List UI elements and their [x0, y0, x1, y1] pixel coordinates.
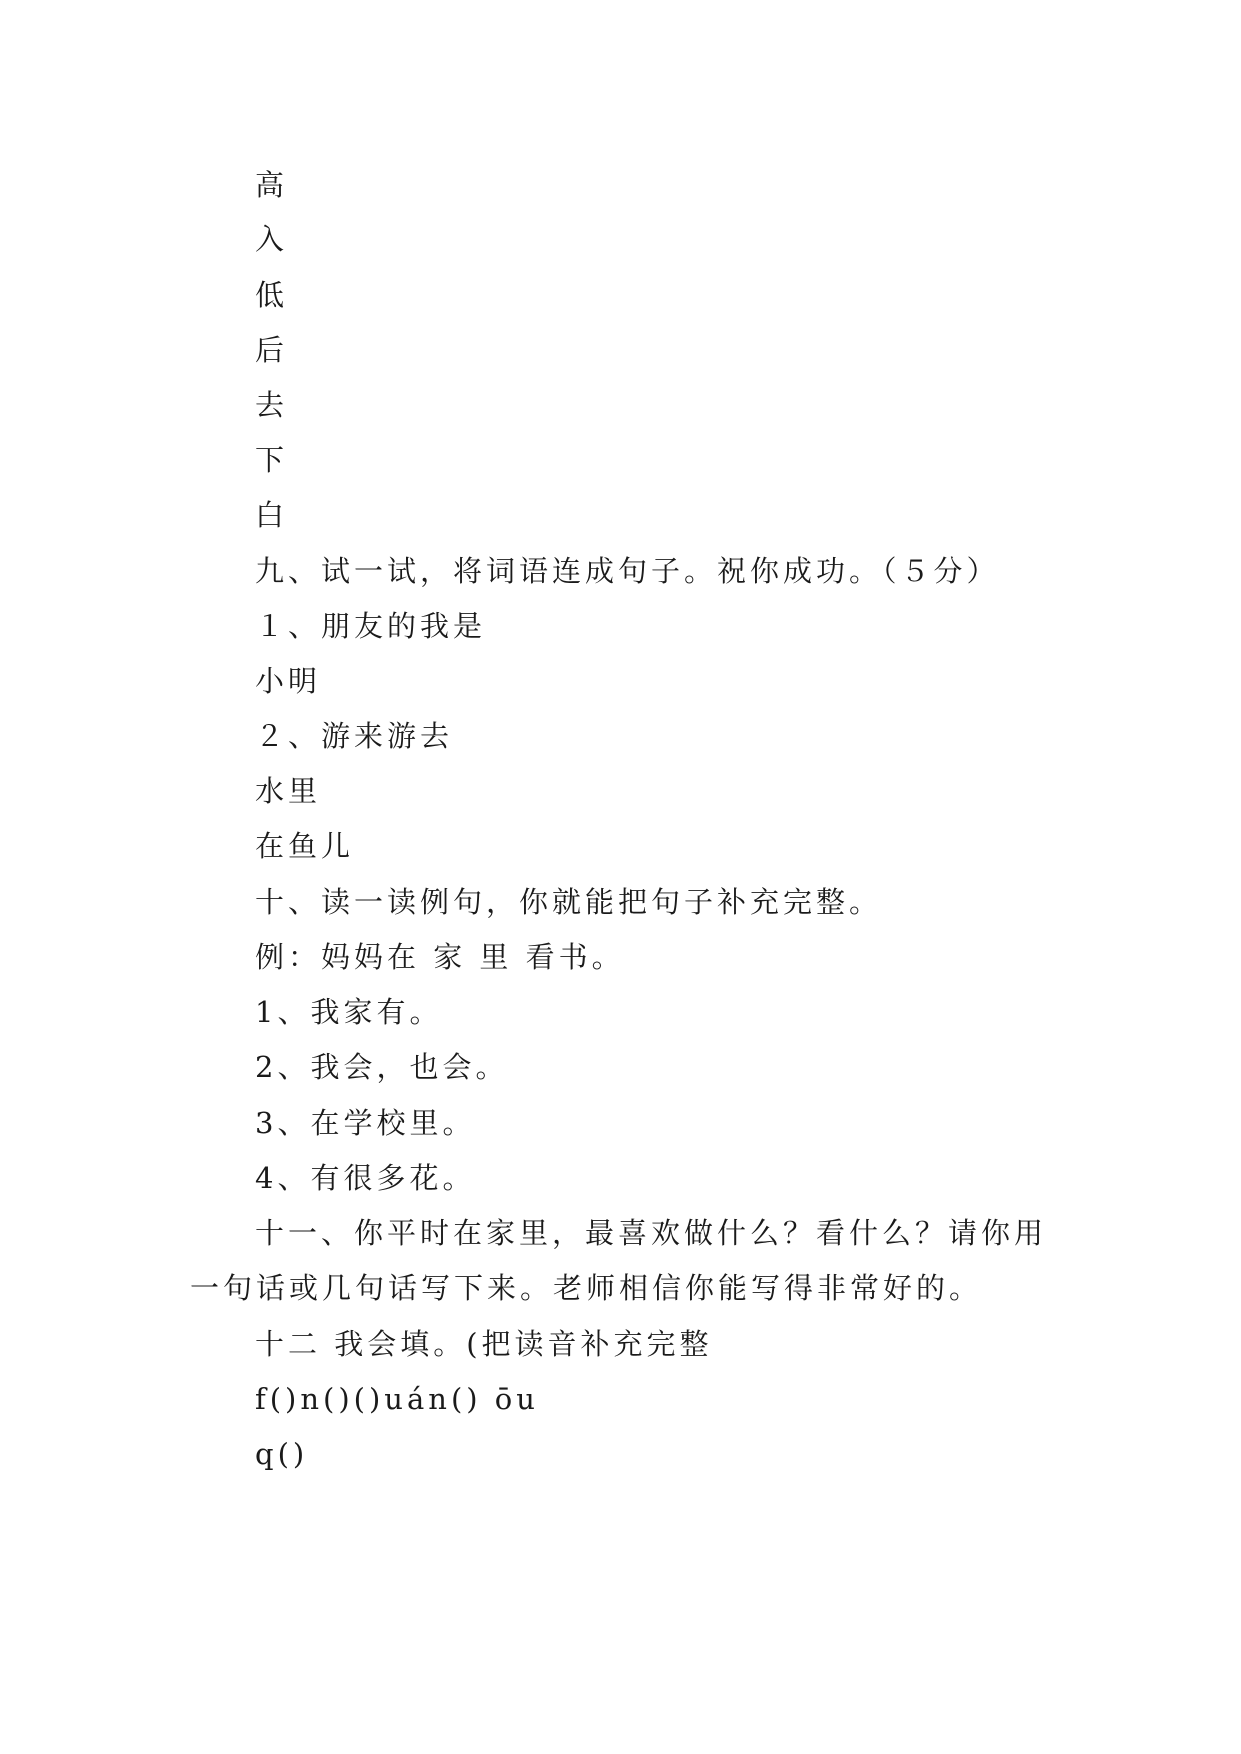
section-12-pinyin-2: q() — [255, 1437, 309, 1471]
antonym-char-xia: 下 — [255, 443, 289, 477]
section-11-heading-cont: 一句话或几句话写下来。老师相信你能写得非常好的。 — [190, 1271, 983, 1305]
section-10-item-1: 1、我家有。 — [255, 995, 443, 1029]
section-9-heading: 九、试一试，将词语连成句子。祝你成功。（５分） — [255, 554, 1000, 588]
section-9-item-2: ２、游来游去 — [255, 719, 454, 753]
antonym-char-bai: 白 — [255, 498, 289, 532]
antonym-char-hou: 后 — [255, 333, 289, 367]
section-10-heading: 十、读一读例句，你就能把句子补充完整。 — [255, 885, 883, 919]
section-12-pinyin-1: f()n()()uán() ōu — [255, 1382, 539, 1416]
section-9-item-1: １、朋友的我是 — [255, 609, 487, 643]
section-9-item-2-word-b: 在鱼儿 — [255, 829, 355, 863]
antonym-char-di: 低 — [255, 278, 289, 312]
section-10-item-4: 4、有很多花。 — [255, 1161, 476, 1195]
section-10-item-3: 3、在学校里。 — [255, 1106, 476, 1140]
antonym-char-gao: 高 — [255, 168, 289, 202]
section-9-item-2-word-a: 水里 — [255, 774, 322, 808]
section-9-item-1-word: 小明 — [255, 664, 322, 698]
antonym-char-qu: 去 — [255, 388, 289, 422]
section-12-heading: 十二 我会填。(把读音补充完整 — [255, 1327, 713, 1361]
section-10-item-2: 2、我会，也会。 — [255, 1050, 509, 1084]
section-10-example: 例：妈妈在 家 里 看书。 — [255, 940, 625, 974]
antonym-char-ru: 入 — [255, 222, 289, 256]
section-11-heading: 十一、你平时在家里，最喜欢做什么？看什么？请你用 — [255, 1216, 1048, 1250]
